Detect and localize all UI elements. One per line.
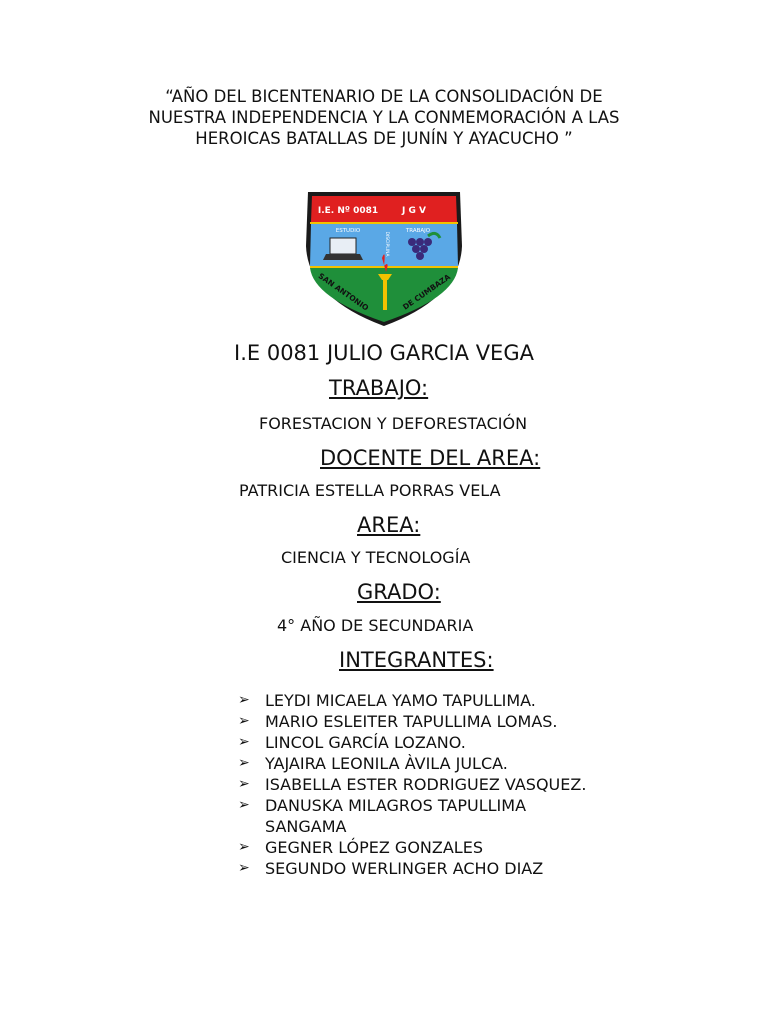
member-name: GEGNER LÓPEZ GONZALES <box>265 838 483 857</box>
docente-heading: DOCENTE DEL AREA: <box>320 446 541 470</box>
crest-bottom-left: SAN ANTONIO <box>316 271 371 313</box>
docente-value: PATRICIA ESTELLA PORRAS VELA <box>239 481 501 500</box>
area-value: CIENCIA Y TECNOLOGÍA <box>281 548 471 567</box>
arrow-bullet-icon: ➢ <box>238 776 250 792</box>
motto-line-2: NUESTRA INDEPENDENCIA Y LA CONMEMORACIÓN A LAS <box>148 108 620 127</box>
members-list <box>238 690 685 879</box>
crest-left-label: ESTUDIO <box>335 228 361 234</box>
crest-top-right: J G V <box>402 206 426 216</box>
motto-line-3: HEROICAS BATALLAS DE JUNÍN Y AYACUCHO ” <box>195 129 573 148</box>
crest-bottom-right: DE CUMBAZA <box>401 272 452 312</box>
member-name: LEYDI MICAELA YAMO TAPULLIMA. <box>265 691 536 710</box>
crest-right-label: TRABAJO <box>405 228 431 234</box>
arrow-bullet-icon: ➢ <box>238 755 250 771</box>
area-heading: AREA: <box>357 513 421 537</box>
member-name: ISABELLA ESTER RODRIGUEZ VASQUEZ. <box>265 775 587 794</box>
arrow-bullet-icon: ➢ <box>238 860 250 876</box>
list-item <box>238 732 685 753</box>
arrow-bullet-icon: ➢ <box>238 797 250 813</box>
list-item <box>238 795 575 837</box>
integrantes-heading: INTEGRANTES: <box>339 648 494 672</box>
grado-heading: GRADO: <box>357 580 441 604</box>
member-name: LINCOL GARCÍA LOZANO. <box>265 733 466 752</box>
list-item <box>238 753 685 774</box>
member-name: SEGUNDO WERLINGER ACHO DIAZ <box>265 859 544 878</box>
arrow-bullet-icon: ➢ <box>238 692 250 708</box>
grado-value: 4° AÑO DE SECUNDARIA <box>277 616 474 635</box>
trabajo-value: FORESTACION Y DEFORESTACIÓN <box>259 414 528 433</box>
arrow-bullet-icon: ➢ <box>238 839 250 855</box>
member-name: DANUSKA MILAGROS TAPULLIMA SANGAMA <box>265 796 527 836</box>
member-name: YAJAIRA LEONILA ÀVILA JULCA. <box>265 754 508 773</box>
motto <box>80 86 688 149</box>
school-name: I.E 0081 JULIO GARCIA VEGA <box>234 341 534 365</box>
list-item <box>238 858 685 879</box>
member-name: MARIO ESLEITER TAPULLIMA LOMAS. <box>265 712 558 731</box>
crest-center-vertical: DISCIPLINA <box>384 231 389 257</box>
arrow-bullet-icon: ➢ <box>238 734 250 750</box>
list-item <box>238 774 685 795</box>
list-item <box>238 690 685 711</box>
motto-line-1: “AÑO DEL BICENTENARIO DE LA CONSOLIDACIÓN DE <box>165 87 603 106</box>
school-crest-logo <box>290 186 478 331</box>
list-item <box>238 711 685 732</box>
arrow-bullet-icon: ➢ <box>238 713 250 729</box>
crest-top-left: I.E. Nº 0081 <box>317 206 379 216</box>
list-item <box>238 837 685 858</box>
trabajo-heading: TRABAJO: <box>329 376 429 400</box>
